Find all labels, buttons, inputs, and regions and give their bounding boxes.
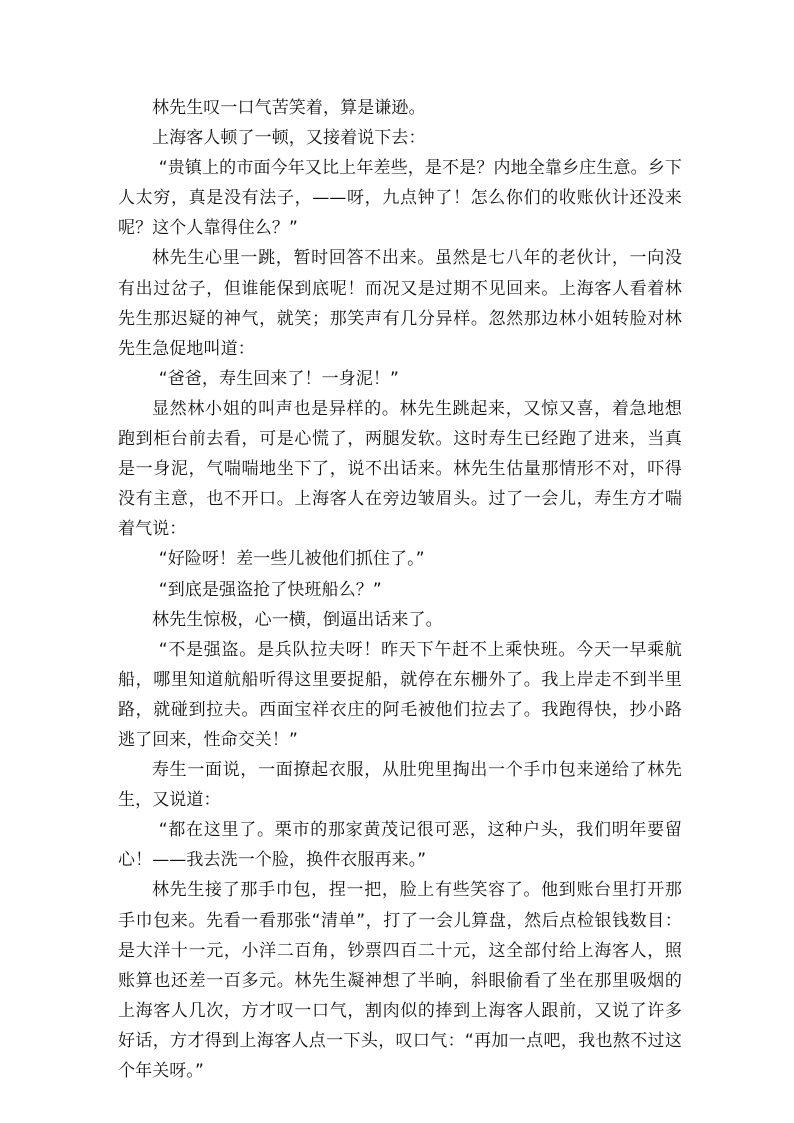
paragraph: 林先生心里一跳，暂时回答不出来。虽然是七八年的老伙计，一向没有出过岔子，但谁能保到底呢！而况又是过期不见回来。上海客人看着林先生那迟疑的神气，就笑；那笑声有几分异样。忽然那边林小姐转脸对林先生急促地叫道： [118, 248, 682, 359]
paragraph: 林先生惊极，心一横，倒逼出话来了。 [152, 609, 443, 630]
paragraph: 上海客人顿了一顿，又接着说下去： [152, 128, 426, 149]
dialogue-paragraph: “好险呀！差一些儿被他们抓住了。” [158, 549, 425, 570]
dialogue-paragraph: “贵镇上的市面今年又比上年差些，是不是？内地全靠乡庄生意。乡下人太穷，真是没有法子，——呀，九点钟了！怎么你们的收账伙计还没来呢？这个人靠得住么？” [118, 158, 682, 239]
dialogue-paragraph: “都在这里了。栗市的那家黄茂记很可恶，这种户头，我们明年要留心！——我去洗一个脸，换件衣服再来。” [118, 820, 682, 871]
dialogue-paragraph: “爸爸，寿生回来了！一身泥！” [158, 368, 399, 389]
paragraph: 林先生叹一口气苦笑着，算是谦逊。 [152, 98, 426, 118]
dialogue-paragraph: “不是强盗。是兵队拉夫呀！昨天下午赶不上乘快班。今天一早乘航船，哪里知道航船听得这里要捉船，就停在东栅外了。我上岸走不到半里路，就碰到拉夫。西面宝祥衣庄的阿毛被他们拉去了。我跑得快，抄小路逃了回来，性命交关！” [118, 639, 682, 750]
paragraph: 显然林小姐的叫声也是异样的。林先生跳起来，又惊又喜，着急地想跑到柜台前去看，可是心慌了，两腿发软。这时寿生已经跑了进来，当真是一身泥，气喘喘地坐下了，说不出话来。林先生估量那情形不对，吓得没有主意，也不开口。上海客人在旁边皱眉头。过了一会儿，寿生方才喘着气说： [118, 398, 682, 540]
paragraph: 寿生一面说，一面撩起衣服，从肚兜里掏出一个手巾包来递给了林先生，又说道： [118, 760, 682, 811]
paragraph: 林先生接了那手巾包，捏一把，脸上有些笑容了。他到账台里打开那手巾包来。先看一看那张“清单”，打了一会儿算盘，然后点检银钱数目：是大洋十一元，小洋二百角，钞票四百二十元，这全部付给上海客人，照账算也还差一百多元。林先生凝神想了半晌，斜眼偷看了坐在那里吸烟的上海客人几次，方才叹一口气，割肉似的捧到上海客人跟前，又说了许多好话，方才得到上海客人点一下头，叹口气：“再加一点吧，我也熬不过这个年关呀。” [118, 880, 682, 1081]
dialogue-paragraph: “到底是强盗抢了快班船么？” [158, 579, 382, 600]
story-text [118, 93, 682, 1086]
